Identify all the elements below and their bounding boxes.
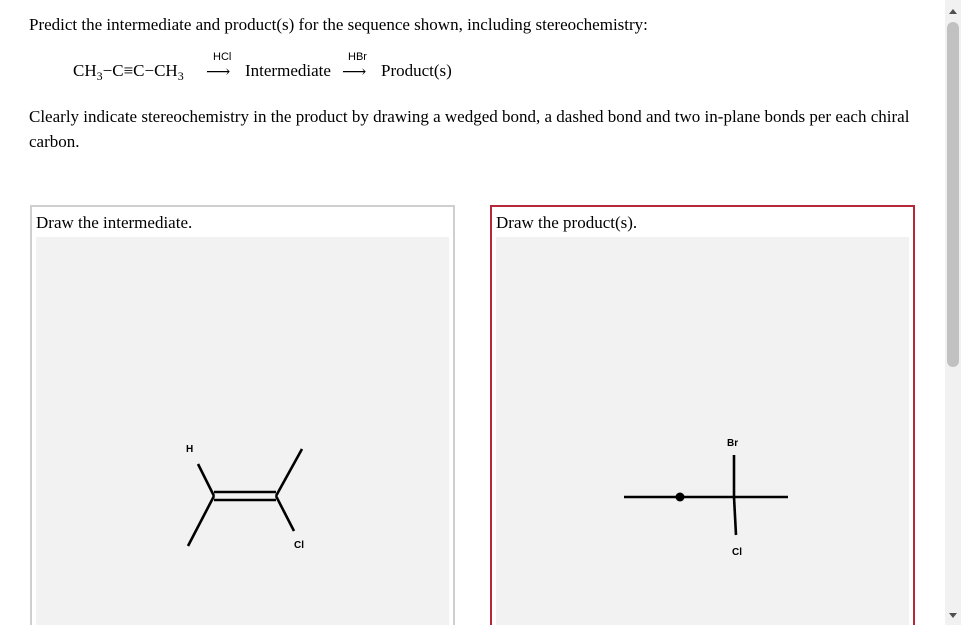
reaction-arrow-1: ⟶ <box>206 62 231 81</box>
atom-br: Br <box>727 438 739 449</box>
reactant-formula: $CH_3-C\equiv C-CH_3$ <box>73 61 184 83</box>
bond-c1-methyl <box>188 496 214 546</box>
product-panel <box>490 205 915 625</box>
reagent-hbr: HBr <box>348 51 367 63</box>
scrollbar-thumb[interactable] <box>947 22 959 367</box>
intermediate-panel <box>30 205 455 625</box>
intermediate-drawing-canvas[interactable] <box>36 237 449 625</box>
question-prompt: Predict the intermediate and product(s) for the sequence shown, including stereochemistry: <box>29 15 648 34</box>
product-drawing-canvas[interactable] <box>496 237 909 625</box>
intermediate-label: Intermediate <box>245 61 331 80</box>
bond-h-c1 <box>198 464 214 496</box>
reagent-hcl: HCl <box>213 51 232 63</box>
reaction-arrow-2: ⟶ <box>342 62 367 81</box>
stereochemistry-instructions: Clearly indicate stereochemistry in the product by drawing a wedged bond, a dashed bond and two in-plane bonds per each chiral carbon. <box>29 107 910 151</box>
bond-c2-methyl <box>276 449 302 496</box>
triangle-down-icon[interactable] <box>949 613 957 618</box>
chiral-center-dot <box>676 493 685 502</box>
intermediate-panel-label: Draw the intermediate. <box>36 213 193 232</box>
bond-c-cl <box>734 497 736 535</box>
product-panel-label: Draw the product(s). <box>496 213 638 232</box>
triangle-up-icon[interactable] <box>949 9 957 14</box>
product-label: Product(s) <box>381 61 452 80</box>
bond-c2-cl <box>276 496 294 531</box>
product-structure <box>496 237 909 625</box>
intermediate-structure <box>36 237 449 625</box>
atom-h: H <box>186 444 194 455</box>
vertical-scrollbar[interactable] <box>945 0 961 625</box>
reaction-equation <box>73 51 573 91</box>
atom-cl: Cl <box>732 547 742 558</box>
atom-cl: Cl <box>294 540 304 551</box>
